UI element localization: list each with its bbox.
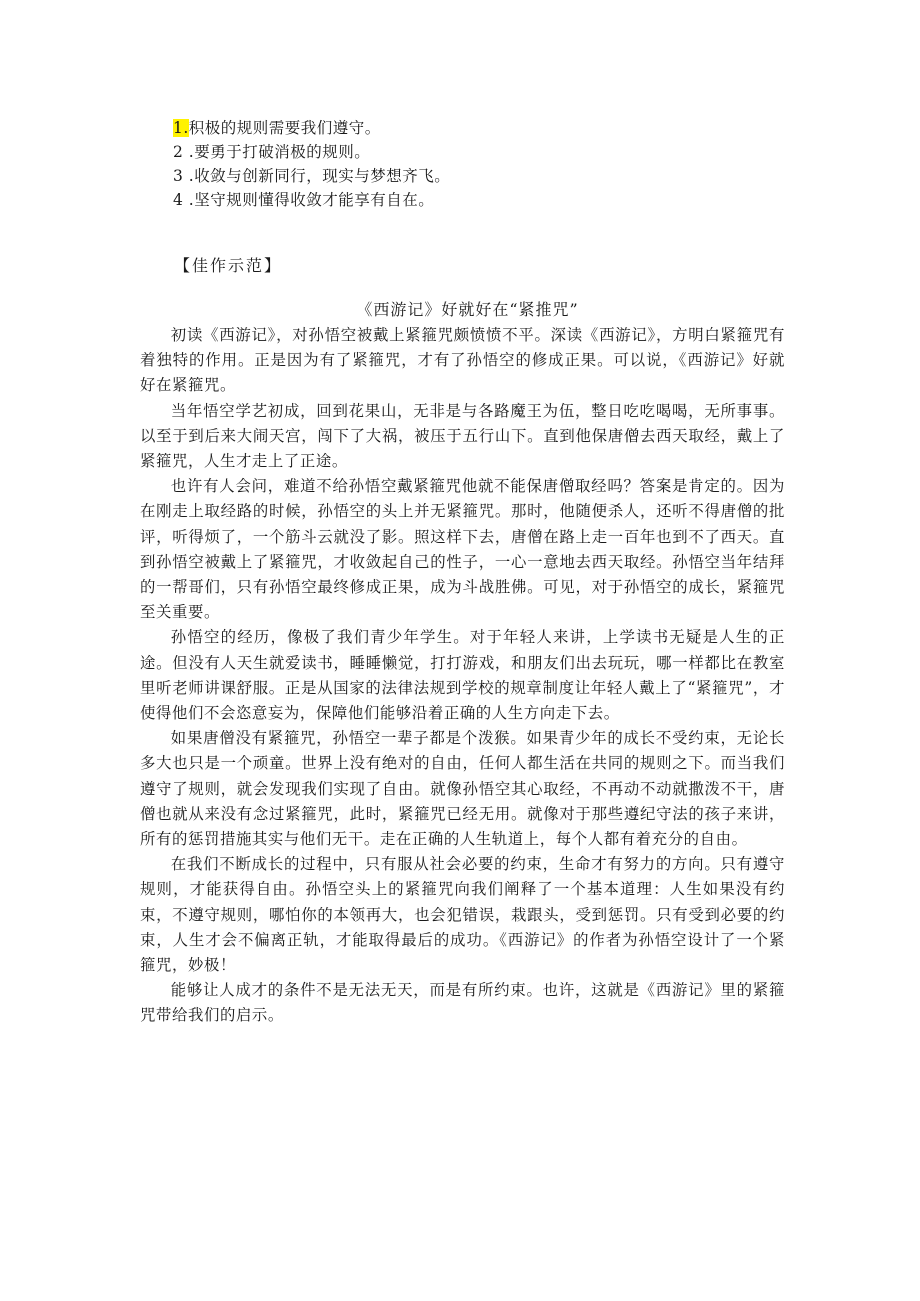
essay-paragraph-1: 初读《西游记》，对孙悟空被戴上紧箍咒颇愤愤不平。深读《西游记》，方明白紧箍咒有着独特的作用。正是因为有了紧箍咒，才有了孙悟空的修成正果。可以说，《西游记》好就好在紧箍咒。: [140, 326, 785, 395]
outline-item-number: 1.: [173, 119, 189, 137]
outline-list: [173, 116, 733, 212]
outline-item-number: 3: [173, 167, 184, 185]
outline-item-number: 2: [173, 143, 184, 161]
essay-title: 《西游记》好就好在“紧推咒”: [356, 300, 579, 319]
outline-item-text: .收敛与创新同行，现实与梦想齐飞。: [183, 167, 451, 185]
outline-item-3: [173, 164, 733, 188]
outline-item-1: [173, 116, 733, 140]
essay-paragraph-7: 能够让人成才的条件不是无法无天，而是有所约束。也许，这就是《西游记》里的紧箍咒带给我们的启示。: [140, 981, 785, 1025]
section-heading: 【佳作示范】: [174, 256, 283, 275]
outline-item-4: [173, 188, 733, 212]
outline-item-text: .坚守规则懂得收敛才能享有自在。: [183, 191, 435, 209]
essay-paragraph-3: 也许有人会问，难道不给孙悟空戴紧箍咒他就不能保唐僧取经吗？答案是肯定的。因为在刚走上取经路的时候，孙悟空的头上并无紧箍咒。那时，他随便杀人，还听不得唐僧的批评，听得烦了，一个筋斗云就没了影。照这样下去，唐僧在路上走一百年也到不了西天。直到孙悟空被戴上了紧箍咒，才收敛起自己的性子，一心一意地去西天取经。孙悟空当年结拜的一帮哥们，只有孙悟空最终修成正果，成为斗战胜佛。可见，对于孙悟空的成长，紧箍咒至关重要。: [140, 477, 785, 622]
essay: [140, 298, 785, 1029]
outline-item-text: .要勇于打破消极的规则。: [183, 143, 371, 161]
essay-paragraph-2: 当年悟空学艺初成，回到花果山，无非是与各路魔王为伍，整日吃吃喝喝，无所事事。以至于到后来大闹天宫，闯下了大祸，被压于五行山下。直到他保唐僧去西天取经，戴上了紧箍咒，人生才走上了正途。: [140, 401, 785, 471]
outline-item-number: 4: [173, 191, 184, 209]
essay-paragraph-5: 如果唐僧没有紧箍咒，孙悟空一辈子都是个泼猴。如果青少年的成长不受约束，无论长多大也只是一个顽童。世界上没有绝对的自由，任何人都生活在共同的规则之下。而当我们遵守了规则，就会发现我们实现了自由。就像孙悟空其心取经，不再动不动就撒泼不干，唐僧也就从来没有念过紧箍咒，此时，紧箍咒已经无用。就像对于那些遵纪守法的孩子来讲，所有的惩罚措施其实与他们无干。走在正确的人生轨道上，每个人都有着充分的自由。: [140, 729, 785, 849]
essay-paragraph-4: 孙悟空的经历，像极了我们青少年学生。对于年轻人来讲，上学读书无疑是人生的正途。但没有人天生就爱读书，睡睡懒觉，打打游戏，和朋友们出去玩玩，哪一样都比在教室里听老师讲课舒服。正是从国家的法律法规到学校的规章制度让年轻人戴上了“紧箍咒”，才使得他们不会恣意妄为，保障他们能够沿着正确的人生方向走下去。: [140, 628, 785, 723]
outline-item-text: 积极的规则需要我们遵守。: [188, 119, 381, 137]
essay-paragraph-6: 在我们不断成长的过程中，只有服从社会必要的约束，生命才有努力的方向。只有遵守规则，才能获得自由。孙悟空头上的紧箍咒向我们阐释了一个基本道理：人生如果没有约束，不遵守规则，哪怕你的本领再大，也会犯错误，栽跟头，受到惩罚。只有受到必要的约束，人生才会不偏离正轨，才能取得最后的成功。《西游记》的作者为孙悟空设计了一个紧箍咒，妙极！: [140, 855, 785, 975]
outline-item-2: [173, 140, 733, 164]
